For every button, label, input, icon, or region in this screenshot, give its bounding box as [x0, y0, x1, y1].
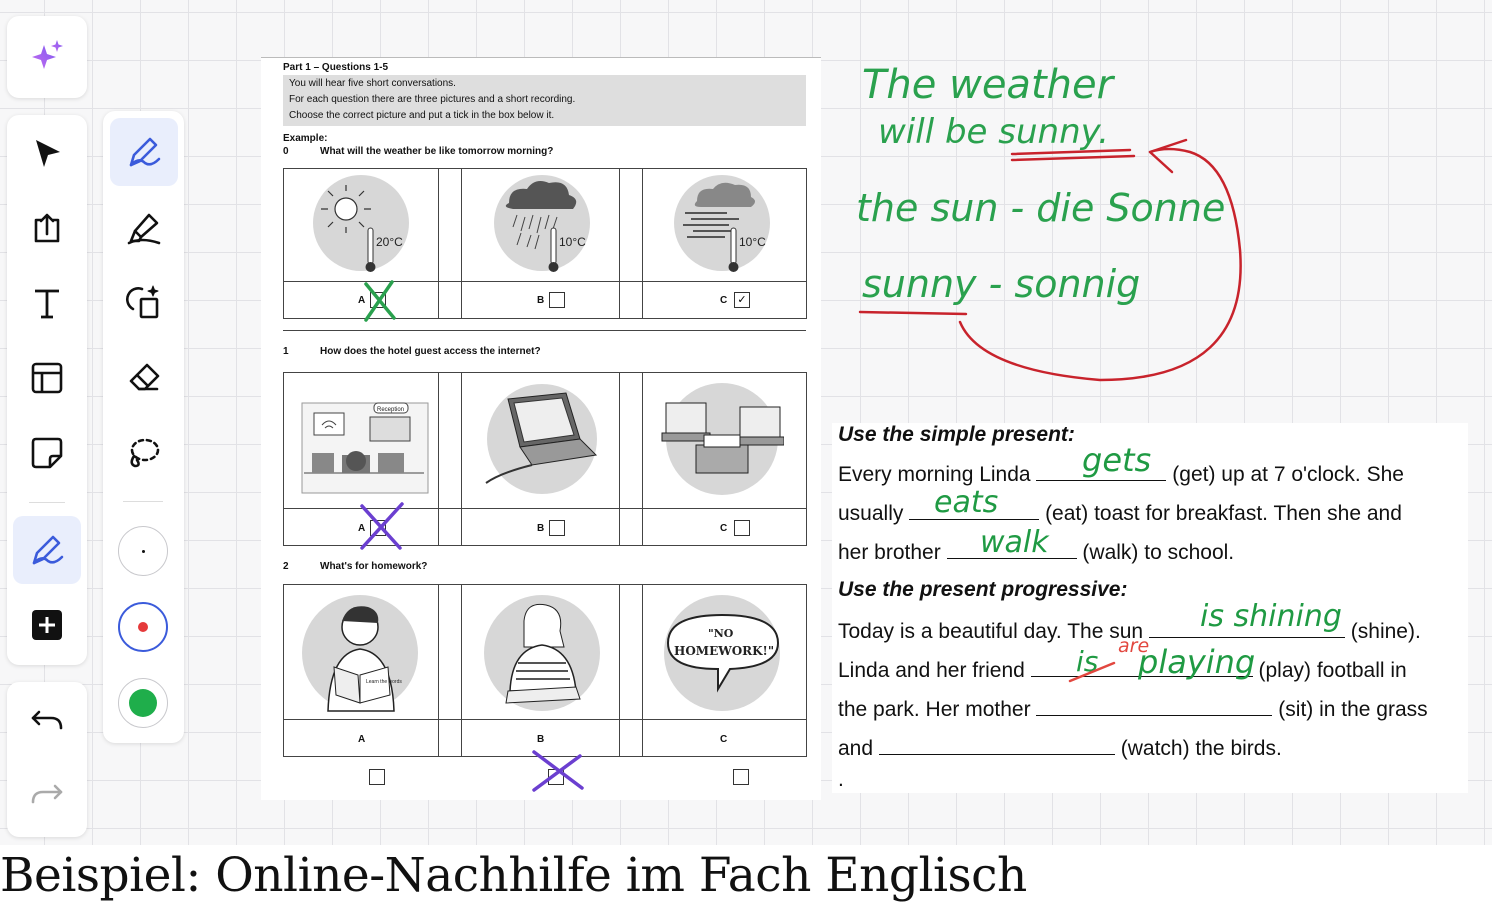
history-toolbar [7, 682, 87, 837]
girl-writing-image [480, 591, 604, 715]
option-letter: B [537, 734, 545, 745]
question-text: What will the weather be like tomorrow morning? [320, 146, 554, 157]
rainy-weather-image [487, 173, 597, 279]
question-number: 2 [283, 561, 289, 572]
example-label: Example: [283, 133, 328, 144]
exercise-sentence: and (watch) the birds. [838, 734, 1282, 761]
lasso-icon [125, 434, 163, 472]
exercise-sentence: Every morning Linda (get) up at 7 o'clock. She [838, 460, 1404, 487]
answer-checkbox[interactable] [548, 769, 564, 785]
add-button[interactable] [15, 593, 79, 657]
answer-checkbox[interactable] [369, 769, 385, 785]
option-letter: B [537, 523, 545, 534]
book-title: Learn the words [366, 679, 402, 685]
question-text: How does the hotel guest access the internet? [320, 346, 541, 357]
instruction-line: Choose the correct picture and put a tick in the box below it. [289, 110, 555, 121]
exercise-sentence: the park. Her mother (sit) in the grass [838, 695, 1428, 722]
handwritten-answer: is shining [1200, 599, 1342, 634]
question-number: 0 [283, 146, 289, 157]
plus-square-icon [30, 608, 64, 642]
select-tool-button[interactable] [15, 121, 79, 185]
bubble-text-line2: HOMEWORK!" [674, 644, 775, 658]
handwritten-note: the sun - die Sonne [856, 186, 1226, 230]
handwritten-answer: walk [980, 525, 1049, 560]
sticky-note-icon [29, 435, 65, 471]
computer-printer-image [660, 381, 784, 501]
temperature-label: 10°C [559, 235, 586, 249]
option-letter: C [720, 734, 728, 745]
section-divider [283, 330, 806, 331]
toolbar-divider [29, 502, 65, 503]
upload-icon [29, 210, 65, 246]
temperature-label: 20°C [376, 235, 403, 249]
pen-options-panel [103, 111, 184, 743]
handwritten-correction: are [1118, 635, 1150, 657]
exercise-heading: Use the simple present: [838, 423, 1075, 446]
answer-checkbox[interactable] [734, 520, 750, 536]
redo-button[interactable] [15, 764, 79, 828]
answer-checkbox[interactable] [549, 520, 565, 536]
highlighter-icon [125, 209, 163, 247]
hotel-lobby-image [294, 383, 432, 499]
handwritten-note: sunny - sonnig [862, 262, 1141, 306]
option-letter: A [358, 734, 366, 745]
instructions-box [283, 75, 806, 126]
shape-recognize-icon [125, 283, 163, 321]
undo-button[interactable] [15, 690, 79, 754]
exercise-dot: . [838, 768, 844, 791]
reception-sign: Reception [377, 407, 405, 413]
sparkle-icon [7, 16, 87, 98]
option-letter: C [720, 295, 728, 306]
bubble-text-line1: "NO [708, 627, 734, 640]
answer-checkbox[interactable] [370, 292, 386, 308]
answer-checkbox[interactable] [370, 520, 386, 536]
listening-worksheet[interactable] [261, 57, 821, 800]
pen-tool-button[interactable] [13, 516, 81, 584]
handwritten-answer: eats [934, 485, 999, 520]
text-tool-button[interactable] [15, 271, 79, 335]
handwritten-note: The weather [862, 62, 1114, 108]
strikethrough-mark [1068, 659, 1118, 685]
instruction-line: You will hear five short conversations. [289, 78, 456, 89]
question-text: What's for homework? [320, 561, 428, 572]
pen-option-button[interactable] [110, 118, 178, 186]
option-letter: A [358, 523, 366, 534]
panel-divider [123, 501, 163, 502]
question-1-grid [283, 372, 807, 546]
highlighter-button[interactable] [111, 195, 177, 261]
exercise-sentence: Linda and her friend (play) football in [838, 656, 1407, 683]
pointer-arrow-icon [30, 136, 64, 170]
eraser-icon [125, 359, 163, 397]
main-toolbar [7, 115, 87, 665]
instruction-line: For each question there are three pictures and a short recording. [289, 94, 576, 105]
answer-checkbox-checked[interactable]: ✓ [734, 292, 750, 308]
stroke-size-medium[interactable] [118, 602, 168, 652]
upload-button[interactable] [15, 196, 79, 260]
option-letter: B [537, 295, 545, 306]
exercise-sentence: her brother (walk) to school. [838, 538, 1234, 565]
color-swatch-green[interactable] [118, 678, 168, 728]
lasso-button[interactable] [111, 420, 177, 486]
boy-reading-image [298, 591, 424, 715]
layout-icon [29, 360, 65, 396]
laptop-image [480, 381, 600, 499]
sticky-note-button[interactable] [15, 421, 79, 485]
handwritten-answer: playing [1138, 643, 1256, 681]
temperature-label: 10°C [739, 235, 766, 249]
answer-checkbox[interactable] [733, 769, 749, 785]
image-caption: Beispiel: Online-Nachhilfe im Fach Englisch [0, 845, 1492, 907]
sunny-weather-image [306, 173, 416, 279]
question-0-grid [283, 168, 807, 319]
exercise-sentence: Today is a beautiful day. The sun (shine). [838, 617, 1421, 644]
shape-tool-button[interactable] [111, 269, 177, 335]
handwritten-struck-answer: is [1076, 645, 1099, 678]
handwritten-note: will be sunny. [878, 112, 1109, 152]
exercise-sentence: usually (eat) toast for breakfast. Then she and [838, 499, 1402, 526]
redo-icon [29, 778, 65, 814]
template-button[interactable] [15, 346, 79, 410]
option-letter: C [720, 523, 728, 534]
question-number: 1 [283, 346, 289, 357]
handwritten-answer: gets [1082, 441, 1152, 479]
pen-icon [28, 531, 66, 569]
eraser-button[interactable] [111, 345, 177, 411]
exercise-heading: Use the present progressive: [838, 578, 1128, 601]
pen-icon [125, 133, 163, 171]
question-2-grid [283, 584, 807, 757]
ai-assistant-button[interactable] [7, 16, 87, 98]
foggy-weather-image [667, 173, 777, 279]
part-title: Part 1 – Questions 1-5 [283, 62, 389, 73]
text-icon [29, 285, 65, 321]
option-letter: A [358, 295, 366, 306]
undo-icon [29, 704, 65, 740]
stroke-size-small[interactable] [118, 526, 168, 576]
grammar-exercise[interactable] [832, 423, 1468, 793]
answer-checkbox[interactable] [549, 292, 565, 308]
no-homework-bubble-image [660, 591, 786, 715]
